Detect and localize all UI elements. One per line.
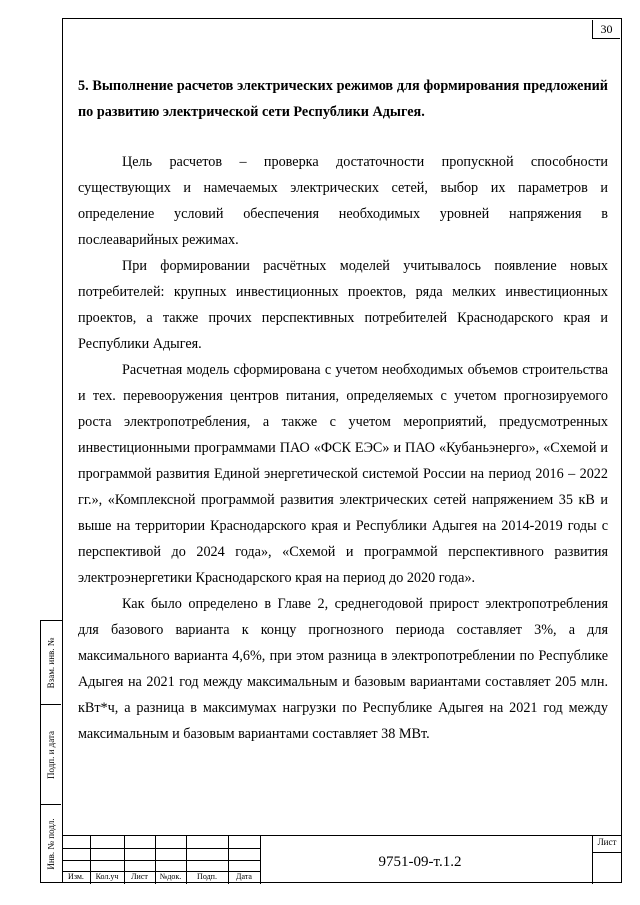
- side-stamp-label-sign-date: Подп. и дата: [46, 730, 56, 779]
- title-block-label: Подп.: [197, 872, 217, 881]
- page-number: 30: [592, 20, 620, 39]
- sheet-divider: [592, 852, 622, 853]
- title-block-label: Изм.: [68, 872, 84, 881]
- title-block-label: Кол.уч: [95, 872, 119, 881]
- title-block-label: №док.: [159, 872, 182, 881]
- paragraph: При формировании расчётных моделей учитывалось появление новых потребителей: крупных инвестиционных проектов, ряда мелких инвестиционных проектов, а также прочих перспективных потребителей Краснодарского края и Республики Адыгея.: [78, 258, 608, 352]
- body-text: [78, 149, 608, 747]
- side-stamp-label-orig-inv: Инв. № подл.: [46, 817, 56, 870]
- side-stamp-cell: [41, 621, 61, 705]
- side-stamp-cell: [41, 805, 61, 882]
- side-stamp-label-replace-inv: Взам. инв. №: [46, 637, 56, 688]
- section-heading: 5. Выполнение расчетов электрических режимов для формирования предложений по развитию электрической сети Республики Адыгея.: [78, 78, 608, 120]
- paragraph: Как было определено в Главе 2, среднегодовой прирост электропотребления для базового варианта к концу прогнозного периода составляет 3%, а для максимального варианта 4,6%, при этом разница в электропотреблении по Республике Адыгея на 2021 год между максимальным и базовым вариантами составляет 205 млн. кВт*ч, а разница в максимумах нагрузки по Республике Адыгея на 2021 год между максимальным и базовым вариантами составляет 38 МВт.: [78, 596, 608, 742]
- side-stamp-cell: [41, 705, 61, 805]
- grid-line: [62, 860, 260, 861]
- title-block-label: Дата: [236, 872, 252, 881]
- sheet-label: Лист: [597, 837, 617, 847]
- grid-line: [62, 848, 260, 849]
- paragraph: Расчетная модель сформирована с учетом необходимых объемов строительства и тех. перевооружения центров питания, определяемых с учетом прогнозируемого роста электропотребления, а также с учетом мероприятий, предусмотренных инвестиционными программами ПАО «ФСК ЕЭС» и ПАО «Кубаньэнерго», «Схемой и программой развития Единой энергетической системой России на период 2016 – 2022 гг.», «Комплексной программой развития электрических сетей напряжением 35 кВ и выше на территории Краснодарского края и Республики Адыгея на 2014-2019 годы с перспективой до 2024 года», «Схемой и программой перспективного развития электроэнергетики Краснодарского края на период до 2020 года».: [78, 362, 608, 586]
- paragraph: Цель расчетов – проверка достаточности пропускной способности существующих и намечаемых электрических сетей, выбор их параметров и определение условий обеспечения необходимых уровней напряжения в послеаварийных режимах.: [78, 154, 608, 248]
- grid-line: [260, 836, 261, 884]
- title-block-grid: [62, 836, 260, 884]
- title-block-label: Лист: [131, 872, 148, 881]
- document-code: 9751-09-т.1.2: [378, 854, 462, 870]
- side-stamp: [40, 620, 62, 883]
